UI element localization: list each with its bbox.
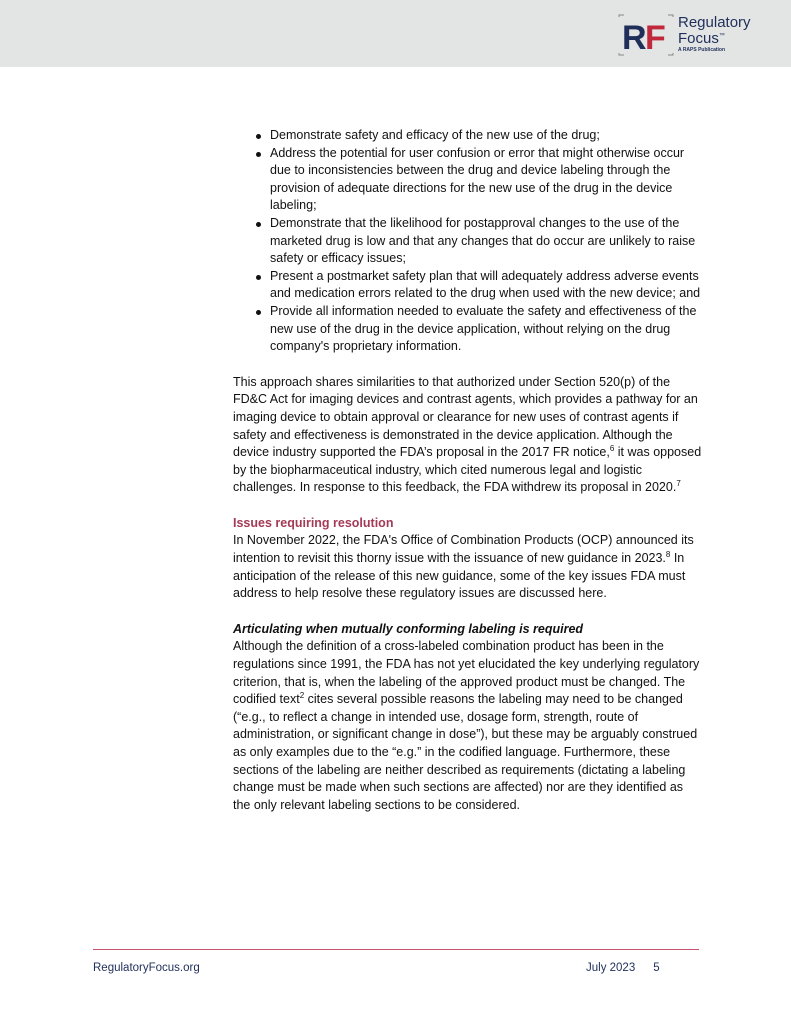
footer-page-info <box>586 962 660 974</box>
svg-text:R: R <box>622 19 647 56</box>
paragraph-text: This approach shares similarities to that authorized under Section 520(p) of the FD&C Act for imaging devices and contrast agents, which provides a pathway for an imaging device to obtain approval or clearance for new uses of contrast agents if safety and effectiveness is demonstrated in the device application. Although the device industry supported the FDA’s proposal in the 2017 FR notice, <box>233 374 698 460</box>
article-body <box>233 127 703 814</box>
list-item: Demonstrate that the likelihood for postapproval changes to the use of the marketed drug is low and that any changes that do occur are unlikely to raise safety or efficacy issues; <box>270 215 703 268</box>
page-number: 5 <box>653 962 660 974</box>
regulatory-focus-logo <box>618 14 768 56</box>
list-item: Address the potential for user confusion or error that might otherwise occur due to inconsistencies between the drug and device labeling through the provision of adequate directions for the new use of the drug in the device labeling; <box>270 145 703 215</box>
requirements-list <box>233 127 703 356</box>
section-heading: Issues requiring resolution <box>233 515 394 530</box>
paragraph-labeling <box>233 638 703 814</box>
footnote-ref-6[interactable]: 6 <box>609 443 615 453</box>
logo-wordmark <box>678 15 751 54</box>
list-item: Demonstrate safety and efficacy of the new use of the drug; <box>270 127 703 145</box>
paragraph-section-520p <box>233 374 703 497</box>
footnote-ref-7[interactable]: 7 <box>676 479 681 489</box>
logo-line2-text: Focus <box>678 30 719 47</box>
footer-date: July 2023 <box>586 962 636 974</box>
paragraph-text: it was opposed by the biopharmaceutical industry, which cited numerous legal and logistic challenges. In response to this feedback, the FDA withdrew its proposal in 2020. <box>233 445 702 495</box>
list-item: Present a postmarket safety plan that will adequately address adverse events and medication errors related to the drug when used with the new device; and <box>270 268 703 303</box>
paragraph-text: cites several possible reasons the labeling may need to be changed (“e.g., to reflect a change in intended use, dosage form, strength, route of administration, or significant change in dose”), but these may be arguably construed as only examples due to the “e.g.” in the codified language. Furthermore, these sections of the labeling are neither described as requirements (dictating a labeling change must be made when such sections are affected) nor are they identified as the only relevant labeling sections to be considered. <box>233 692 698 812</box>
svg-text:F: F <box>645 19 666 56</box>
logo-line2 <box>678 31 751 47</box>
footer-website-link[interactable]: RegulatoryFocus.org <box>93 962 200 974</box>
footnote-ref-8[interactable]: 8 <box>665 549 671 559</box>
paragraph-text: Although the definition of a cross-labeled combination product has been in the regulations since 1991, the FDA has not yet elucidated the key underlying regulatory criterion, that is, when the labeling of the approved product must be changed. The codified text <box>233 639 700 707</box>
footer-divider <box>93 949 699 950</box>
rf-logo-mark <box>618 14 674 56</box>
list-item: Provide all information needed to evaluate the safety and effectiveness of the new use of the drug in the device application, without relying on the drug company's proprietary information. <box>270 303 703 356</box>
paragraph-ocp <box>233 532 703 602</box>
footnote-ref-2[interactable]: 2 <box>299 691 305 701</box>
subsection-heading: Articulating when mutually conforming labeling is required <box>233 621 584 636</box>
paragraph-text: In November 2022, the FDA's Office of Combination Products (OCP) announced its intention to revisit this thorny issue with the issuance of new guidance in 2023. <box>233 533 694 566</box>
paragraph-text: In anticipation of the release of this new guidance, some of the key issues FDA must address to help resolve these regulatory issues are discussed here. <box>233 551 686 601</box>
logo-tagline: A RAPS Publication <box>678 47 726 53</box>
trademark-symbol: ™ <box>718 33 725 39</box>
header-band <box>0 0 791 67</box>
logo-line1: Regulatory <box>678 14 751 31</box>
